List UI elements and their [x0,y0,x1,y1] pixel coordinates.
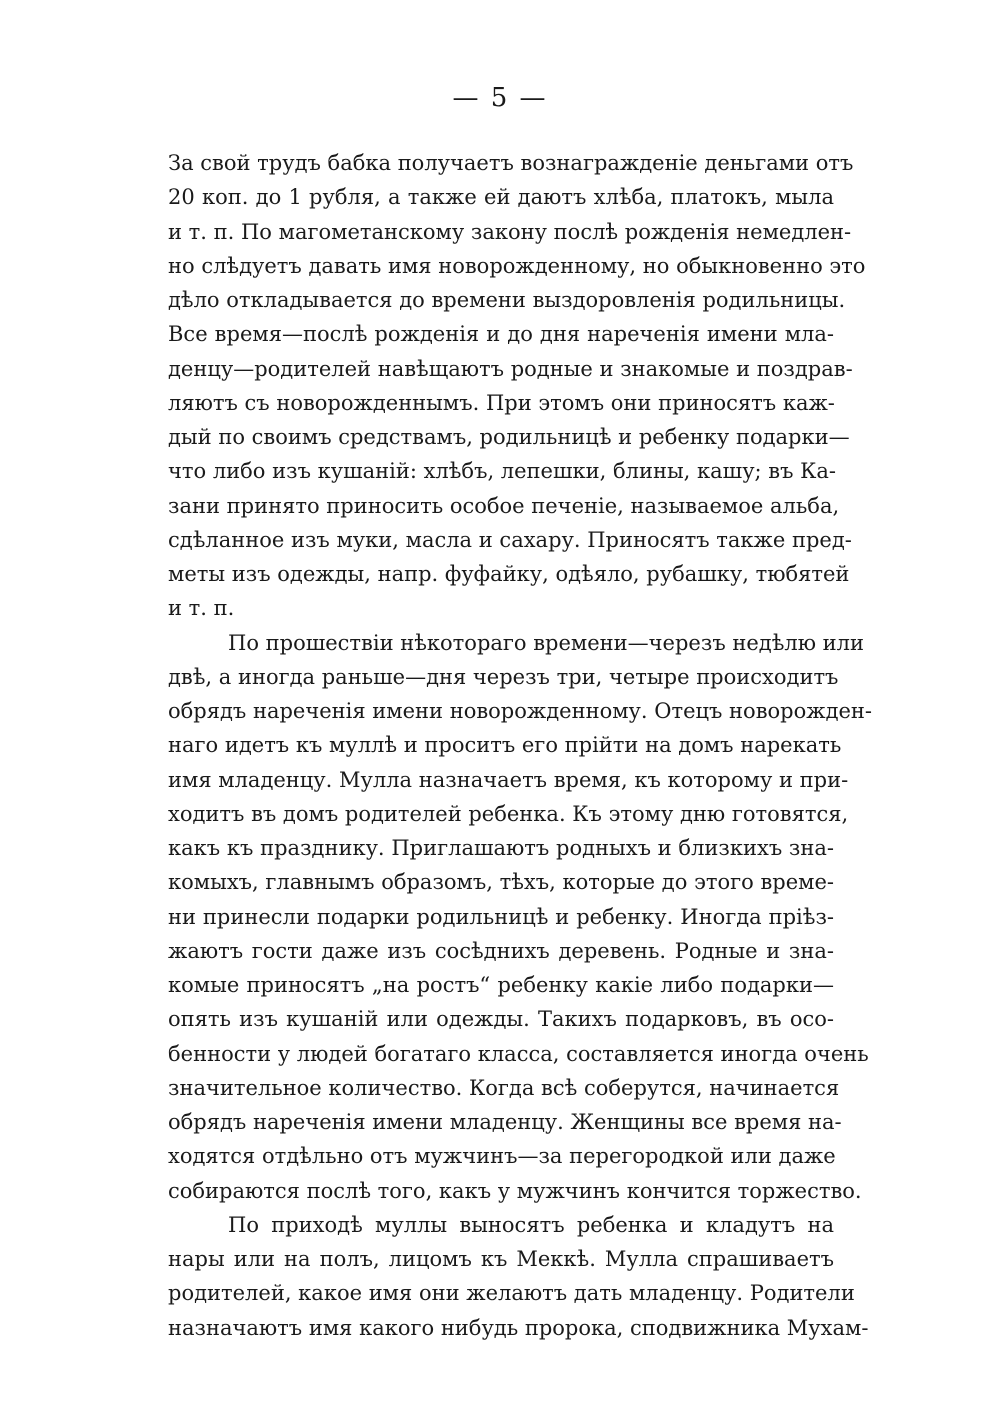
text-line: 20 коп. до 1 рубля, а также ей даютъ хлѣба, платокъ, мыла [168,185,834,210]
text-line: значительное количество. Когда всѣ соберутся, начинается [168,1075,840,1100]
text-line: имя младенцу. Мулла назначаетъ время, къ которому и при- [168,767,849,792]
text-line: сдѣланное изъ муки, масла и сахару. Приносятъ также пред- [168,527,852,552]
text-line: ходятся отдѣльно отъ мужчинъ—за перегородкой или даже [168,1144,836,1169]
text-line: меты изъ одежды, напр. фуфайку, одѣяло, рубашку, тюбятей [168,562,850,586]
text-line: и т. п. [168,596,235,621]
page-number: — 5 — [452,83,548,113]
text-line: и т. п. По магометанскому закону послѣ рожденія немедлен- [168,219,852,244]
text-line: денцу—родителей навѣщаютъ родные и знакомые и поздрав- [168,356,853,381]
text-line: дый по своимъ средствамъ, родильницѣ и ребенку подарки— [168,425,850,449]
text-line: что либо изъ кушаній: хлѣбъ, лепешки, блины, кашу; въ Ка- [168,459,837,484]
body-text [168,146,873,1345]
text-line: назначаютъ имя какого нибудь пророка, сподвижника Мухам- [168,1315,869,1340]
text-line: бенности у людей богатаго класса, составляется иногда очень [168,1041,869,1066]
text-line: Все время—послѣ рожденія и до дня нареченія имени мла- [168,322,834,347]
text-line: двѣ, а иногда раньше—дня черезъ три, четыре происходитъ [168,664,839,689]
text-line: обрядъ нареченія имени младенцу. Женщины все время на- [168,1110,842,1134]
text-line: ни принесли подарки родильницѣ и ребенку. Иногда пріѣз- [168,904,834,929]
text-line: обрядъ нареченія имени новорожденному. Отецъ новорожден- [168,699,873,723]
text-line: но слѣдуетъ давать имя новорожденному, но обыкновенно это [168,253,866,278]
paragraph-first-line: По приходѣ муллы выносятъ ребенка и кладутъ на [228,1212,834,1237]
text-line: родителей, какое имя они желаютъ дать младенцу. Родители [168,1281,855,1306]
text-line: опять изъ кушаній или одежды. Такихъ подарковъ, въ осо- [168,1007,834,1032]
text-line: нары или на полъ, лицомъ къ Меккѣ. Мулла спрашиваетъ [168,1247,834,1271]
text-line: жаютъ гости даже изъ сосѣднихъ деревень. Родные и зна- [168,938,834,963]
text-line: комыхъ, главнымъ образомъ, тѣхъ, которые до этого време- [168,870,834,895]
text-line: какъ къ празднику. Приглашаютъ родныхъ и близкихъ зна- [168,836,834,860]
text-line: наго идетъ къ муллѣ и проситъ его прійти на домъ нарекать [168,733,842,758]
text-line: ляютъ съ новорожденнымъ. При этомъ они приносятъ каж- [168,390,835,415]
text-line: дѣло откладывается до времени выздоровленія родильницы. [168,288,846,312]
paragraph-first-line: По прошествіи нѣкотораго времени—черезъ недѣлю или [228,630,864,655]
text-line: ходитъ въ домъ родителей ребенка. Къ этому дню готовятся, [168,801,849,826]
text-line: собираются послѣ того, какъ у мужчинъ кончится торжество. [168,1178,862,1203]
text-line: зани принято приносить особое печеніе, называемое альба, [168,493,840,518]
text-line: За свой трудъ бабка получаетъ вознагражденіе деньгами отъ [168,151,854,175]
text-line: комые приносятъ „на ростъ“ ребенку какіе либо подарки— [168,973,834,997]
